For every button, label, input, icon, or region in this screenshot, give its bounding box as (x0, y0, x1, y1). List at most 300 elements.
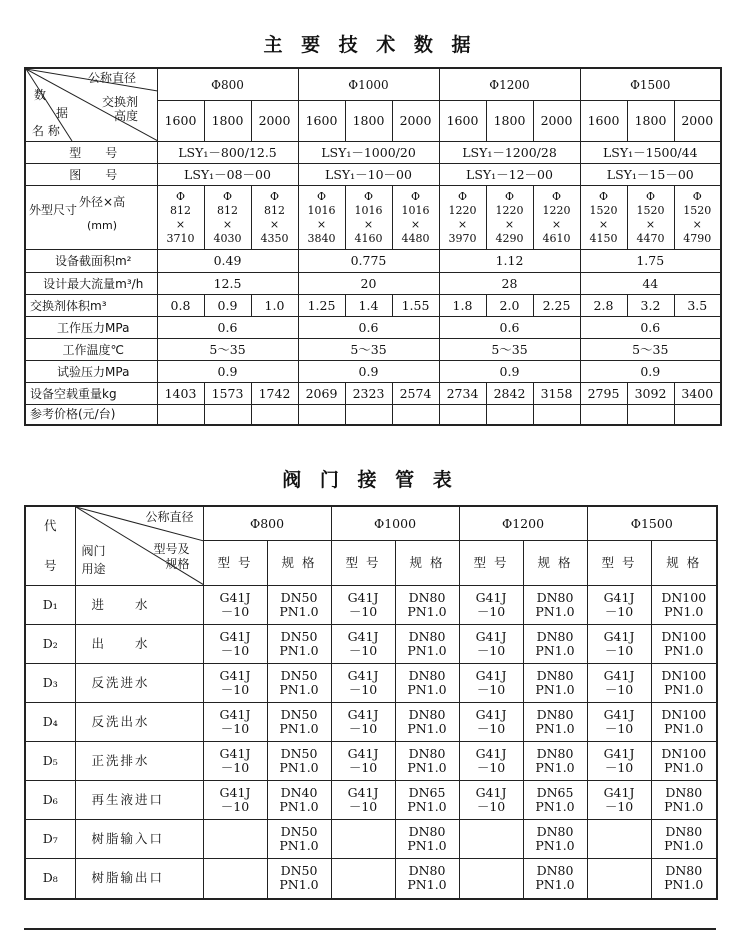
valve-code: D₈ (25, 859, 75, 899)
valve-diagonal-box (76, 507, 204, 585)
valve-cell (331, 781, 395, 820)
spec-max-flow-row (25, 273, 721, 295)
outer-size-part: Φ (457, 189, 468, 203)
spec-work-pressure-row-label: 工作压力MPa (25, 317, 157, 339)
spec-max-flow-row-value: 12.5 (157, 273, 298, 295)
outer-size-part: 812 (217, 203, 238, 217)
spec-test-pressure-row (25, 361, 721, 383)
spec-model-row-value: LSY₁－800/12.5 (157, 142, 298, 164)
valve-cell-line: －10 (476, 604, 506, 619)
spec-max-flow-row-value: 20 (298, 273, 439, 295)
valve-cell-line: DN80 (536, 668, 574, 683)
valve-cell-line: DN80 (665, 824, 703, 839)
spec-outer-size-cell (157, 186, 204, 250)
spec-resin-volume-row-value: 1.25 (298, 295, 345, 317)
valve-subheader-cell: 型 号 (459, 541, 523, 586)
spec-height-cell: 2000 (533, 101, 580, 142)
valve-cell (267, 625, 331, 664)
valve-cell-line: G41J (603, 590, 635, 605)
outer-size-part: 4610 (542, 231, 571, 245)
valve-cell-line: PN1.0 (407, 682, 447, 697)
valve-cell (523, 586, 587, 625)
valve-cell-line: PN1.0 (279, 604, 319, 619)
valve-cell-line: G41J (347, 668, 379, 683)
valve-row (25, 742, 717, 781)
valve-cell-line: －10 (476, 643, 506, 658)
valve-cell (523, 820, 587, 859)
valve-cell (459, 859, 523, 899)
spec-outer-size-cell (439, 186, 486, 250)
valve-cell-line: PN1.0 (664, 604, 704, 619)
outer-size-part: 1016 (354, 203, 383, 217)
spec-work-temp-row (25, 339, 721, 361)
valve-cell (523, 703, 587, 742)
valve-code: D₃ (25, 664, 75, 703)
spec-empty-weight-row-value: 2574 (392, 383, 439, 405)
spec-model-row (25, 142, 721, 164)
outer-size-part: Φ (363, 189, 374, 203)
valve-cell (651, 859, 717, 899)
outer-size-part: 1016 (307, 203, 336, 217)
valve-cell-line: －10 (220, 760, 250, 775)
outer-size-part: 4470 (636, 231, 665, 245)
valve-cell-line: G41J (347, 785, 379, 800)
spec-height-cell: 2000 (674, 101, 721, 142)
spec-height-cell: 1600 (580, 101, 627, 142)
outer-size-part: Φ (645, 189, 656, 203)
valve-subheader-cell: 规 格 (267, 541, 331, 586)
valve-cell (523, 625, 587, 664)
spec-diagonal-header (25, 68, 157, 142)
valve-cell-line: PN1.0 (407, 799, 447, 814)
outer-size-part: Φ (551, 189, 562, 203)
valve-cell-line: DN80 (408, 863, 446, 879)
spec-price-value (486, 405, 533, 425)
valve-cell (459, 625, 523, 664)
outer-size-part: × (551, 217, 562, 231)
valve-cell-line: －10 (220, 682, 250, 697)
spec-header-data-2: 据 (56, 106, 69, 120)
spec-model-row-value: LSY₁－1200/28 (439, 142, 580, 164)
outer-size-part: 4480 (401, 231, 430, 245)
valve-cell-line: PN1.0 (279, 799, 319, 814)
valve-cell (651, 664, 717, 703)
valve-cell-line: PN1.0 (279, 877, 319, 893)
outer-size-part: 3970 (448, 231, 477, 245)
valve-cell-line: PN1.0 (535, 682, 575, 697)
valve-cell-line: G41J (475, 707, 507, 722)
outer-size-part: 1520 (589, 203, 618, 217)
outer-size-part: Φ (504, 189, 515, 203)
spec-area-row-label: 设备截面积m² (25, 250, 157, 273)
valve-header-nominal-diameter: 公称直径 (145, 510, 194, 524)
valve-cell-line: －10 (220, 643, 250, 658)
valve-cell-line: G41J (219, 668, 251, 683)
valve-cell (203, 664, 267, 703)
valve-row (25, 781, 717, 820)
valve-diameter-header: Φ1200 (459, 506, 587, 541)
spec-empty-weight-row-value: 2323 (345, 383, 392, 405)
valve-cell (651, 703, 717, 742)
outer-size-part: Φ (269, 189, 280, 203)
valve-cell (395, 859, 459, 899)
valve-cell-line: DN65 (408, 785, 446, 800)
valve-cell (395, 781, 459, 820)
valve-cell-line: DN80 (536, 824, 574, 839)
valve-header-usage-2: 用途 (81, 562, 106, 576)
valve-cell-line: G41J (347, 629, 379, 644)
valve-cell (459, 742, 523, 781)
valve-cell (267, 742, 331, 781)
outer-size-part: 3710 (166, 231, 195, 245)
valve-usage: 反洗进水 (75, 664, 203, 703)
spec-test-pressure-row-value: 0.9 (439, 361, 580, 383)
outer-size-part: Φ (175, 189, 186, 203)
spec-outer-size-cell (627, 186, 674, 250)
spec-work-pressure-row-value: 0.6 (580, 317, 721, 339)
spec-drawing-row-label: 图 号 (25, 164, 157, 186)
spec-height-cell: 1600 (298, 101, 345, 142)
outer-size-part: × (269, 217, 280, 231)
valve-cell-line: DN80 (536, 629, 574, 644)
valve-cell-line: PN1.0 (279, 643, 319, 658)
valve-cell-line: DN50 (280, 863, 318, 879)
spec-area-row-value: 1.75 (580, 250, 721, 273)
spec-height-cell: 1800 (204, 101, 251, 142)
outer-size-part: 1520 (683, 203, 712, 217)
valve-cell-line: DN50 (280, 746, 318, 761)
valve-cell (523, 664, 587, 703)
outer-size-part: × (410, 217, 421, 231)
spec-diameter-header: Φ800 (157, 68, 298, 101)
spec-header-row (25, 68, 721, 101)
valve-cell-line: －10 (348, 643, 378, 658)
valve-cell (459, 586, 523, 625)
valve-code: D₂ (25, 625, 75, 664)
valve-cell (651, 625, 717, 664)
valve-subheader-cell: 型 号 (331, 541, 395, 586)
spec-height-cell: 1800 (345, 101, 392, 142)
valve-table-title: 阀 门 接 管 表 (282, 469, 458, 491)
valve-diagonal-header (75, 506, 203, 586)
valve-cell (587, 781, 651, 820)
valve-subheader-cell: 规 格 (651, 541, 717, 586)
valve-cell-line: G41J (603, 707, 635, 722)
valve-cell (587, 664, 651, 703)
spec-empty-weight-row-value: 3092 (627, 383, 674, 405)
valve-cell-line: DN80 (665, 785, 703, 800)
valve-cell (395, 664, 459, 703)
spec-price-value (627, 405, 674, 425)
valve-usage: 树脂输出口 (75, 859, 203, 899)
spec-table-title: 主 要 技 术 数 据 (263, 34, 477, 56)
valve-cell (203, 625, 267, 664)
outer-size-part: × (316, 217, 327, 231)
spec-work-pressure-row-value: 0.6 (298, 317, 439, 339)
valve-cell-line: PN1.0 (407, 721, 447, 736)
valve-cell-line: DN80 (408, 629, 446, 644)
spec-outer-size-cell (204, 186, 251, 250)
valve-header-model-spec-2: 规格 (165, 557, 190, 571)
outer-size-part: 1220 (495, 203, 524, 217)
outer-size-part: Φ (410, 189, 421, 203)
valve-cell-line: DN80 (408, 707, 446, 722)
spec-model-row-value: LSY₁－1500/44 (580, 142, 721, 164)
valve-cell-line: DN100 (661, 590, 707, 605)
valve-cell (267, 781, 331, 820)
outer-size-part: × (363, 217, 374, 231)
spec-resin-volume-row-value: 2.25 (533, 295, 580, 317)
valve-cell (331, 820, 395, 859)
spec-empty-weight-row-value: 3400 (674, 383, 721, 405)
spec-empty-weight-row-value: 1573 (204, 383, 251, 405)
valve-cell (587, 703, 651, 742)
valve-cell (395, 625, 459, 664)
valve-cell (395, 703, 459, 742)
spec-test-pressure-row-value: 0.9 (580, 361, 721, 383)
spec-header-resin-2: 高度 (114, 109, 139, 123)
valve-cell-line: PN1.0 (664, 643, 704, 658)
bottom-rule (24, 928, 716, 930)
valve-cell (459, 664, 523, 703)
valve-cell (651, 820, 717, 859)
valve-cell (203, 703, 267, 742)
valve-cell-line: DN50 (280, 707, 318, 722)
spec-empty-weight-row-value: 2734 (439, 383, 486, 405)
outer-size-label-b: 外径×高 (79, 194, 126, 209)
valve-cell-line: PN1.0 (664, 721, 704, 736)
spec-diameter-header: Φ1000 (298, 68, 439, 101)
valve-cell-line: G41J (603, 746, 635, 761)
spec-price-row (25, 405, 721, 425)
spec-empty-weight-row-value: 1403 (157, 383, 204, 405)
spec-work-temp-row-label: 工作温度℃ (25, 339, 157, 361)
spec-resin-volume-row-value: 1.55 (392, 295, 439, 317)
spec-test-pressure-row-value: 0.9 (157, 361, 298, 383)
valve-cell-line: PN1.0 (279, 760, 319, 775)
outer-size-part: 4150 (589, 231, 618, 245)
spec-work-pressure-row (25, 317, 721, 339)
valve-cell-line: G41J (475, 590, 507, 605)
valve-cell-line: －10 (604, 721, 634, 736)
valve-subheader-cell: 规 格 (523, 541, 587, 586)
valve-cell (267, 586, 331, 625)
outer-size-label-a: 外型尺寸 (29, 202, 78, 217)
valve-cell (331, 703, 395, 742)
valve-cell-line: PN1.0 (279, 721, 319, 736)
valve-usage: 出 水 (75, 625, 203, 664)
valve-cell-line: DN50 (280, 629, 318, 644)
outer-size-part: 4350 (260, 231, 289, 245)
valve-code-header-2: 号 (43, 558, 57, 573)
outer-size-part: × (457, 217, 468, 231)
spec-work-temp-row-value: 5～35 (439, 339, 580, 361)
valve-header-model-spec-1: 型号及 (153, 542, 190, 556)
valve-cell (331, 742, 395, 781)
valve-cell (203, 586, 267, 625)
valve-cell-line: DN80 (536, 746, 574, 761)
spec-header-nominal-diameter: 公称直径 (88, 71, 137, 85)
outer-size-part: 1520 (636, 203, 665, 217)
valve-cell (267, 859, 331, 899)
spec-drawing-row-value: LSY₁－12－00 (439, 164, 580, 186)
valve-cell (587, 625, 651, 664)
outer-size-part: 4160 (354, 231, 383, 245)
valve-cell-line: PN1.0 (535, 877, 575, 893)
valve-cell (331, 664, 395, 703)
spec-height-cell: 1800 (486, 101, 533, 142)
spec-drawing-row (25, 164, 721, 186)
spec-resin-volume-row-value: 1.0 (251, 295, 298, 317)
valve-cell (587, 742, 651, 781)
spec-empty-weight-row-value: 2069 (298, 383, 345, 405)
valve-header-row (25, 506, 717, 541)
valve-row (25, 859, 717, 899)
spec-price-value (674, 405, 721, 425)
valve-cell-line: PN1.0 (407, 760, 447, 775)
valve-diameter-header: Φ1000 (331, 506, 459, 541)
valve-cell-line: －10 (476, 799, 506, 814)
valve-code: D₅ (25, 742, 75, 781)
outer-size-part: 1016 (401, 203, 430, 217)
valve-cell-line: －10 (348, 682, 378, 697)
spec-work-temp-row-value: 5～35 (157, 339, 298, 361)
valve-cell (523, 859, 587, 899)
spec-height-cell: 1600 (439, 101, 486, 142)
spec-height-cell: 1600 (157, 101, 204, 142)
spec-outer-size-cell (298, 186, 345, 250)
spec-price-value (392, 405, 439, 425)
valve-header-usage-1: 阀门 (81, 544, 106, 558)
spec-height-cell: 2000 (251, 101, 298, 142)
valve-cell-line: G41J (603, 785, 635, 800)
valve-cell-line: DN80 (408, 590, 446, 605)
valve-cell-line: G41J (475, 746, 507, 761)
valve-cell-line: DN80 (536, 863, 574, 879)
valve-cell-line: PN1.0 (407, 643, 447, 658)
spec-resin-volume-row-value: 2.8 (580, 295, 627, 317)
valve-cell (331, 859, 395, 899)
valve-cell-line: DN50 (280, 590, 318, 605)
valve-cell-line: G41J (475, 629, 507, 644)
valve-usage: 进 水 (75, 586, 203, 625)
valve-cell-line: G41J (219, 590, 251, 605)
spec-price-label: 参考价格(元/台) (25, 405, 157, 425)
outer-size-part: 3840 (307, 231, 336, 245)
valve-cell (459, 820, 523, 859)
outer-size-part: Φ (598, 189, 609, 203)
valve-cell-line: －10 (220, 799, 250, 814)
valve-cell (267, 820, 331, 859)
valve-cell-line: G41J (475, 785, 507, 800)
valve-cell-line: DN80 (536, 707, 574, 722)
outer-size-part: × (504, 217, 515, 231)
valve-cell (587, 820, 651, 859)
valve-cell-line: PN1.0 (407, 604, 447, 619)
valve-cell (267, 664, 331, 703)
spec-model-row-value: LSY₁－1000/20 (298, 142, 439, 164)
outer-size-part: × (692, 217, 702, 231)
valve-cell-line: PN1.0 (664, 877, 704, 893)
spec-header-resin-1: 交换剂 (102, 95, 139, 109)
spec-header-name: 名 称 (32, 124, 60, 138)
outer-size-label-c: (mm) (87, 218, 118, 232)
valve-diameter-header: Φ1500 (587, 506, 717, 541)
valve-cell (651, 586, 717, 625)
spec-drawing-row-value: LSY₁－08－00 (157, 164, 298, 186)
outer-size-part: 4790 (683, 231, 712, 245)
valve-cell (523, 781, 587, 820)
spec-price-value (298, 405, 345, 425)
spec-price-value (580, 405, 627, 425)
spec-work-pressure-row-value: 0.6 (157, 317, 298, 339)
spec-empty-weight-row-value: 2842 (486, 383, 533, 405)
valve-cell-line: DN100 (661, 668, 707, 683)
valve-cell-line: PN1.0 (407, 838, 447, 853)
valve-cell-line: －10 (604, 799, 634, 814)
spec-outer-size-cell (580, 186, 627, 250)
valve-cell (651, 781, 717, 820)
valve-cell (651, 742, 717, 781)
spec-diagonal-box (26, 69, 157, 141)
valve-cell-line: G41J (219, 746, 251, 761)
spec-drawing-row-value: LSY₁－10－00 (298, 164, 439, 186)
valve-subheader-cell: 型 号 (587, 541, 651, 586)
spec-header-data-1: 数 (34, 88, 47, 102)
valve-cell (459, 703, 523, 742)
spec-height-cell: 1800 (627, 101, 674, 142)
outer-size-part: × (598, 217, 609, 231)
valve-cell-line: PN1.0 (664, 838, 704, 853)
valve-cell-line: －10 (220, 721, 250, 736)
spec-price-value (439, 405, 486, 425)
outer-size-part: Φ (316, 189, 327, 203)
valve-cell (395, 742, 459, 781)
valve-cell-line: G41J (347, 707, 379, 722)
spec-max-flow-row-value: 28 (439, 273, 580, 295)
valve-cell-line: DN40 (280, 785, 318, 800)
valve-cell-line: DN80 (536, 590, 574, 605)
valve-cell-line: PN1.0 (279, 838, 319, 853)
spec-resin-volume-row-value: 1.8 (439, 295, 486, 317)
outer-size-part: 4030 (213, 231, 242, 245)
spec-outer-size-cell (345, 186, 392, 250)
valve-cell (203, 859, 267, 899)
spec-test-pressure-row-value: 0.9 (298, 361, 439, 383)
spec-model-row-label: 型 号 (25, 142, 157, 164)
spec-price-value (157, 405, 204, 425)
valve-row (25, 664, 717, 703)
spec-outer-size-cell (251, 186, 298, 250)
spec-outer-size-cell (674, 186, 721, 250)
valve-cell-line: DN65 (536, 785, 574, 800)
valve-code: D₆ (25, 781, 75, 820)
valve-cell-line: －10 (604, 682, 634, 697)
valve-cell-line: PN1.0 (535, 760, 575, 775)
valve-cell-line: DN50 (280, 824, 318, 839)
outer-size-part: × (645, 217, 656, 231)
spec-area-row-value: 0.49 (157, 250, 298, 273)
valve-cell (203, 781, 267, 820)
valve-usage: 正洗排水 (75, 742, 203, 781)
valve-cell (459, 781, 523, 820)
valve-cell-line: PN1.0 (279, 682, 319, 697)
spec-test-pressure-row-label: 试验压力MPa (25, 361, 157, 383)
valve-cell-line: G41J (219, 785, 251, 800)
valve-cell-line: DN80 (408, 746, 446, 761)
valve-cell (395, 820, 459, 859)
spec-outer-size-cell (392, 186, 439, 250)
